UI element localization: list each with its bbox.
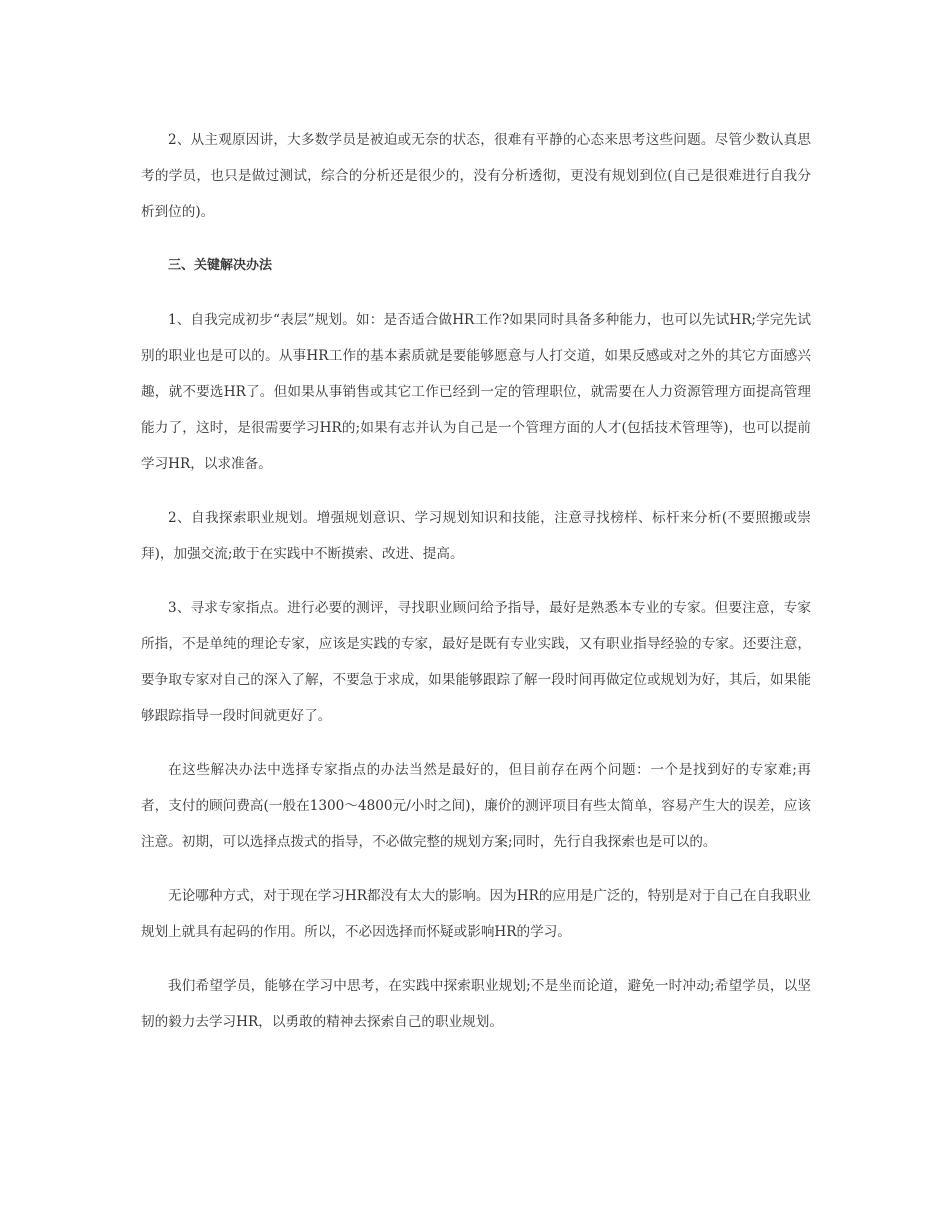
paragraph-choosing-solution: 在这些解决办法中选择专家指点的办法当然是最好的，但目前存在两个问题：一个是找到好的专家难;再者，支付的顾问费高(一般在1300～4800元/小时之间)，廉价的测评项目有些太简单，容易产生大的误差，应该注意。初期，可以选择点拨式的指导，不必做完整的规划方案;同时，先行自我探索也是可以的。 bbox=[141, 762, 811, 850]
document-body bbox=[141, 122, 811, 1058]
paragraph-self-exploration: 2、自我探索职业规划。增强规划意识、学习规划知识和技能，注意寻找榜样、标杆来分析(不要照搬或崇拜)，加强交流;敢于在实践中不断摸索、改进、提高。 bbox=[141, 510, 811, 562]
paragraph-self-initial-planning: 1、自我完成初步“表层”规划。如：是否适合做HR工作?如果同时具备多种能力，也可以先试HR;学完先试别的职业也是可以的。从事HR工作的基本素质就是要能够愿意与人打交道，如果反感或对之外的其它方面感兴趣，就不要选HR了。但如果从事销售或其它工作已经到一定的管理职位，就需要在人力资源管理方面提高管理能力了，这时，是很需要学习HR的;如果有志并认为自己是一个管理方面的人才(包括技术管理等)，也可以提前学习HR，以求准备。 bbox=[141, 312, 811, 472]
paragraph-expert-guidance: 3、寻求专家指点。进行必要的测评，寻找职业顾问给予指导，最好是熟悉本专业的专家。但要注意，专家所指，不是单纯的理论专家，应该是实践的专家，最好是既有专业实践，又有职业指导经验的专家。还要注意，要争取专家对自己的深入了解，不要急于求成，如果能够跟踪了解一段时间再做定位或规划为好，其后，如果能够跟踪指导一段时间就更好了。 bbox=[141, 600, 811, 724]
paragraph-any-approach: 无论哪种方式，对于现在学习HR都没有太大的影响。因为HR的应用是广泛的，特别是对于自己在自我职业规划上就具有起码的作用。所以，不必因选择而怀疑或影响HR的学习。 bbox=[141, 888, 811, 940]
section-heading-key-solutions: 三、关键解决办法 bbox=[168, 258, 273, 273]
paragraph-closing-hope: 我们希望学员，能够在学习中思考，在实践中探索职业规划;不是坐而论道，避免一时冲动;希望学员，以坚韧的毅力去学习HR，以勇敢的精神去探索自己的职业规划。 bbox=[141, 978, 811, 1030]
paragraph-subjective-reasons: 2、从主观原因讲，大多数学员是被迫或无奈的状态，很难有平静的心态来思考这些问题。尽管少数认真思考的学员，也只是做过测试，综合的分析还是很少的，没有分析透彻，更没有规划到位(自己是很难进行自我分析到位的)。 bbox=[141, 132, 811, 220]
